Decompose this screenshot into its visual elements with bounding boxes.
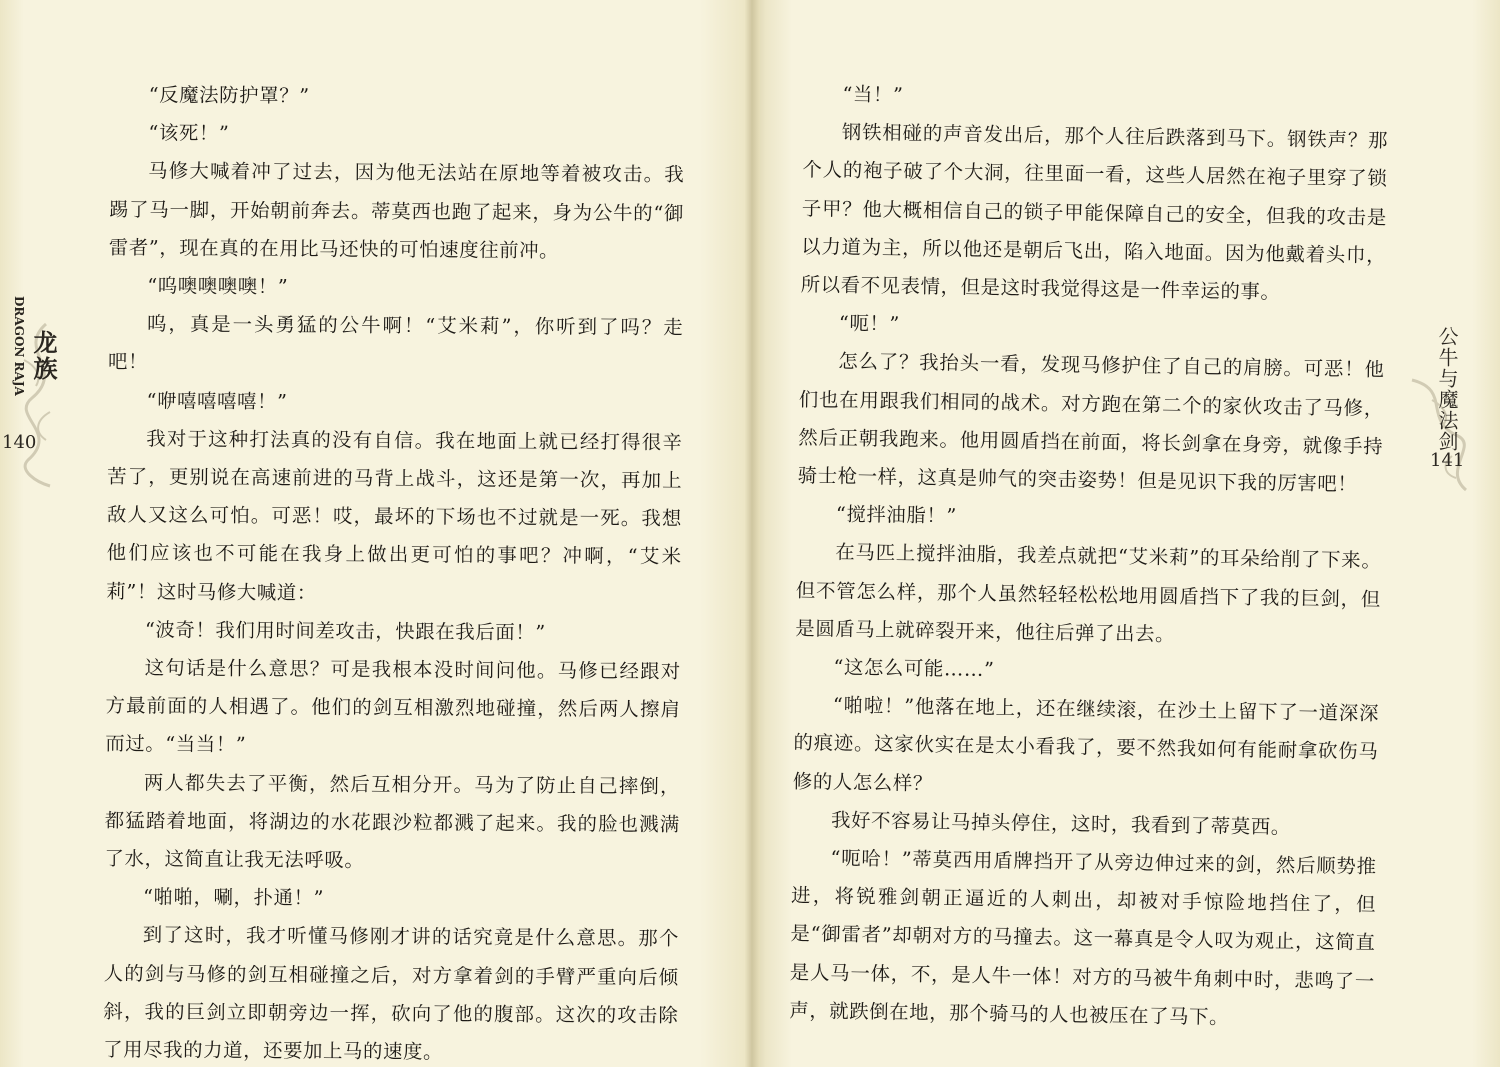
paragraph: 呜，真是一头勇猛的公牛啊！“艾米莉”，你听到了吗？走吧！ <box>107 312 684 374</box>
paragraph: “啪啦！”他落在地上，还在继续滚，在沙土上留下了一道深深的痕迹。这家伙实在是太小看我了，要不然我如何有能耐拿砍伤马修的人怎么样？ <box>792 693 1380 795</box>
page-number-right: 141 <box>1430 450 1465 471</box>
paragraph: 到了这时，我才听懂马修刚才讲的话究竟是什么意思。那个人的剑与马修的剑互相碰撞之后，对方拿着剑的手臂严重向后倾斜，我的巨剑立即朝旁边一挥，砍向了他的腹部。这次的攻击除了用尽我的力道，还要加上马的速度。 <box>103 923 680 1064</box>
chapter-title: 公牛与魔法剑 <box>1435 326 1459 452</box>
page-number-left: 140 <box>2 432 37 453</box>
paragraph: “反魔法防护罩？” <box>148 83 310 108</box>
paragraph: 两人都失去了平衡，然后互相分开。马为了防止自己摔倒，都猛踏着地面，将湖边的水花跟沙粒都溅了起来。我的脸也溅满了水，这简直让我无法呼吸。 <box>104 770 681 872</box>
paragraph: “呃！” <box>838 311 901 336</box>
paragraph: “波奇！我们用时间差攻击，快跟在我后面！” <box>144 618 546 644</box>
paragraph: “当！” <box>842 82 904 107</box>
paragraph: “该死！” <box>148 121 230 146</box>
paragraph: 我对于这种打法真的没有自信。我在地面上就已经打得很辛苦了，更别说在高速前进的马背上战斗，这还是第一次，再加上敌人又这么可怕。可恶！哎，最坏的下场也不过就是一死。我想他们应该也不可能在我身上做出更可怕的事吧？冲啊，“艾米莉”！这时马修大喊道： <box>106 427 683 605</box>
paragraph: “这怎么可能……” <box>833 655 995 682</box>
book-gutter <box>744 0 760 1067</box>
paragraph: “呜噢噢噢噢！” <box>147 274 289 299</box>
left-page-body <box>103 76 685 1067</box>
paragraph: 我好不容易让马掉头停住，这时，我看到了蒂莫西。 <box>830 808 1292 839</box>
paragraph: 怎么了？我抬头一看，发现马修护住了自己的肩膀。可恶！他们也在用跟我们相同的战术。对方跑在第二个的家伙攻击了马修，然后正朝我跑来。他用圆盾挡在前面，将长剑拿在身旁，就像手持骑士枪一样，这真是帅气的突击姿势！但是见识下我的厉害吧！ <box>797 349 1385 496</box>
paragraph: “搅拌油脂！” <box>835 502 958 528</box>
paragraph: 这句话是什么意思？可是我根本没时间问他。马修已经跟对方最前面的人相遇了。他们的剑互相激烈地碰撞，然后两人擦肩而过。“当当！” <box>105 656 681 757</box>
series-title-en: DRAGON RAJA <box>12 296 26 396</box>
series-title-cn: 龙族 <box>29 330 57 382</box>
paragraph: “啪啪，唰，扑通！” <box>142 885 325 910</box>
right-page-body <box>789 75 1389 1039</box>
paragraph: 在马匹上搅拌油脂，我差点就把“艾米莉”的耳朵给削了下来。但不管怎么样，那个人虽然轻轻松松地用圆盾挡下了我的巨剑，但是圆盾马上就碎裂开来，他往后弹了出去。 <box>795 540 1382 646</box>
paragraph: “咿嘻嘻嘻嘻！” <box>146 388 288 413</box>
paragraph: “呃哈！”蒂莫西用盾牌挡开了从旁边伸过来的剑，然后顺势推进，将锐雅剑朝正逼近的人刺出，却被对手惊险地挡住了，但是“御雷者”却朝对方的马撞去。这一幕真是令人叹为观止，这简直是人马一体，不，是人牛一体！对方的马被牛角刺中时，悲鸣了一声，就跌倒在地，那个骑马的人也被压在了马下。 <box>789 846 1377 1029</box>
paragraph: 马修大喊着冲了过去，因为他无法站在原地等着被攻击。我踢了马一脚，开始朝前奔去。蒂莫西也跑了起来，身为公牛的“御雷者”，现在真的在用比马还快的可怕速度往前冲。 <box>108 159 685 262</box>
paragraph: 钢铁相碰的声音发出后，那个人往后跌落到马下。钢铁声？那个人的袍子破了个大洞，往里面一看，这些人居然在袍子里穿了锁子甲？他大概相信自己的锁子甲能保障自己的安全，但我的攻击是以力道为主，所以他还是朝后飞出，陷入地面。因为他戴着头巾，所以看不见表情，但是这时我觉得这是一件幸运的事。 <box>800 120 1389 304</box>
